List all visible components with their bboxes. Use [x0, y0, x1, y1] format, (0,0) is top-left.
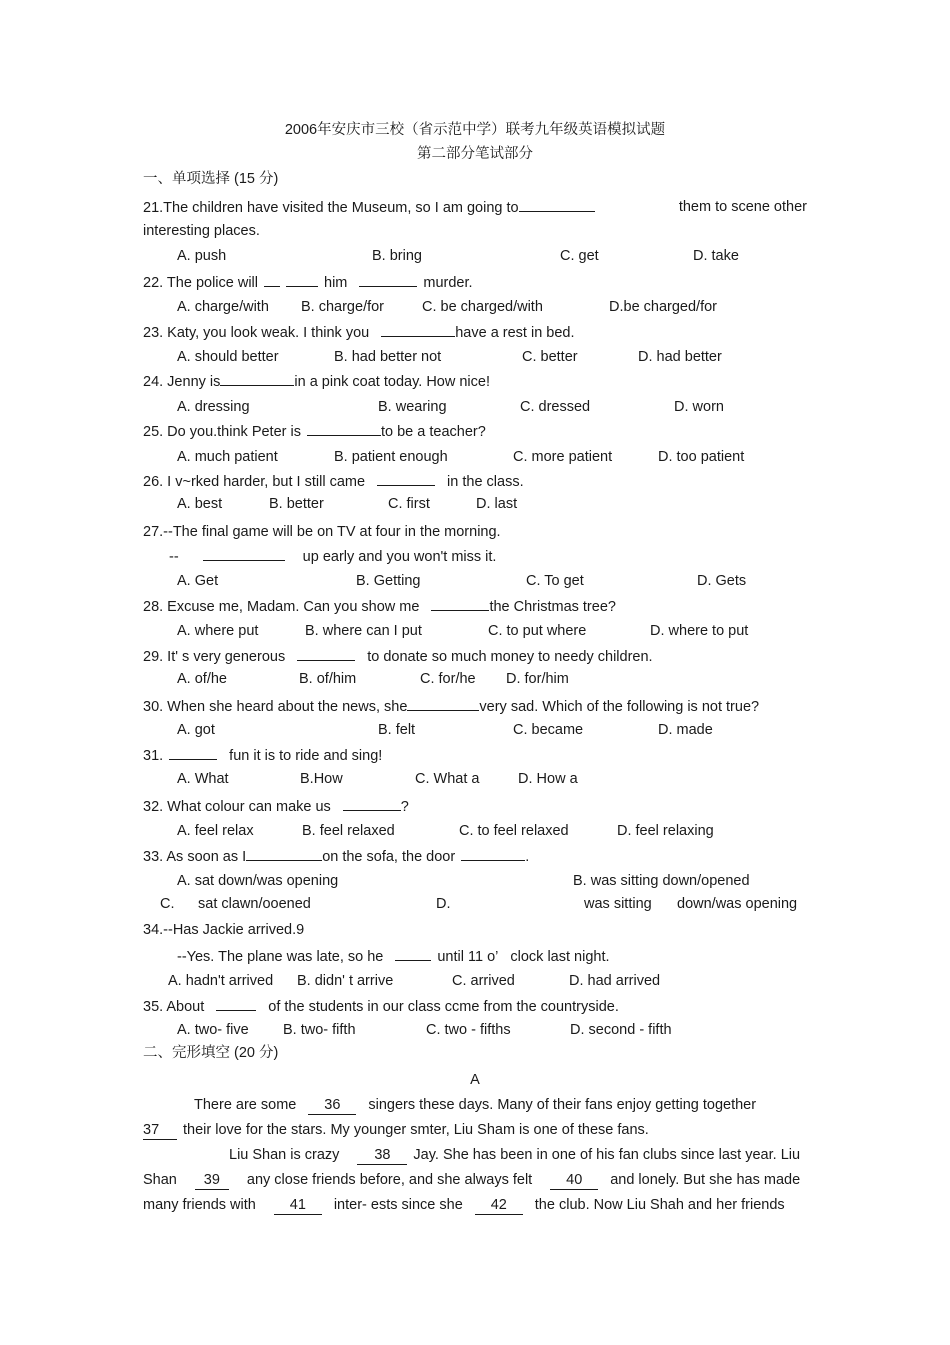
option: B. wearing	[378, 399, 447, 415]
option: A. much patient	[177, 449, 278, 465]
option: B. charge/for	[301, 299, 385, 315]
question-27: 27.--The final game will be on TV at four in the morning.	[143, 524, 501, 540]
option: D. too patient	[658, 449, 745, 465]
option: B. felt	[378, 722, 416, 738]
option: C. became	[513, 722, 584, 738]
option: B. better	[269, 496, 324, 512]
section-heading: 二、完形填空 (20 分)	[143, 1045, 279, 1061]
page-subtitle: 第二部分笔试部分	[417, 146, 533, 162]
option: A. Get	[177, 573, 219, 589]
page-title: 2006年安庆市三校（省示范中学）联考九年级英语模拟试题	[284, 122, 666, 138]
question-25: 25. Do you.think Peter is to be a teacher?	[143, 424, 486, 440]
question-30: 30. When she heard about the news, she very sad. Which of the following is not true?	[143, 699, 760, 715]
option: C. better	[522, 349, 578, 365]
question-21-line2: interesting places.	[143, 223, 260, 239]
option: C. get	[560, 248, 599, 264]
option: D. worn	[674, 399, 724, 415]
option: C. be charged/with	[422, 299, 543, 315]
cloze-number: 41	[274, 1196, 322, 1215]
option: B. Getting	[356, 573, 421, 589]
option-text: was sitting	[584, 896, 652, 912]
question-21-cont: them to scene other	[678, 199, 807, 215]
option: B. patient enough	[334, 449, 448, 465]
option: B. was sitting down/opened	[573, 873, 750, 889]
option: B. had better not	[334, 349, 442, 365]
cloze-number: 38	[357, 1146, 407, 1165]
question-24: 24. Jenny is in a pink coat today. How nice!	[143, 374, 490, 390]
option: C. more patient	[513, 449, 613, 465]
passage-line: Shan 39 any close friends before, and she always felt 40 and lonely. But she has made	[143, 1172, 801, 1188]
question-23: 23. Katy, you look weak. I think you have a rest in bed.	[143, 325, 575, 341]
passage-line: many friends with 41 inter- ests since she 42 the club. Now Liu Shah and her friends	[143, 1197, 785, 1213]
passage-label: A	[470, 1072, 480, 1088]
option: A. hadn't arrived	[168, 973, 274, 989]
option: A. of/he	[177, 671, 227, 687]
cloze-number: 36	[308, 1096, 356, 1115]
option: B. where can I put	[305, 623, 422, 639]
option: C. arrived	[452, 973, 515, 989]
cloze-number: 37	[143, 1121, 177, 1140]
option-label: C.	[160, 896, 175, 912]
option: A. What	[177, 771, 229, 787]
passage-line: Liu Shan is crazy 38 Jay. She has been in one of his fan clubs since last year. Liu	[229, 1147, 801, 1163]
question-34: 34.--Has Jackie arrived.9	[143, 922, 305, 938]
option: B. didn' t arrive	[297, 973, 394, 989]
option: D. last	[476, 496, 518, 512]
answer-blank	[519, 198, 595, 212]
cloze-number: 39	[195, 1171, 229, 1190]
option: D. second - fifth	[570, 1022, 672, 1038]
option: A. where put	[177, 623, 259, 639]
option: A. feel relax	[177, 823, 254, 839]
option: C. to feel relaxed	[459, 823, 569, 839]
option: D. had better	[638, 349, 722, 365]
option: C. What a	[415, 771, 480, 787]
option: D. How a	[518, 771, 578, 787]
option: D.be charged/for	[609, 299, 718, 315]
option: A. should better	[177, 349, 279, 365]
option: C. first	[388, 496, 430, 512]
option: A. best	[177, 496, 223, 512]
option: D. where to put	[650, 623, 749, 639]
option: C. To get	[526, 573, 584, 589]
option: B. two- fifth	[283, 1022, 356, 1038]
question-31: 31. fun it is to ride and sing!	[143, 748, 383, 764]
option: D. feel relaxing	[617, 823, 714, 839]
question-26: 26. I v~rked harder, but I still came in the class.	[143, 474, 524, 490]
option: B. feel relaxed	[302, 823, 395, 839]
option: C. to put where	[488, 623, 587, 639]
option-text: sat clawn/ooened	[198, 896, 311, 912]
option: D. take	[693, 248, 739, 264]
option-text: down/was opening	[677, 896, 798, 912]
option: C. for/he	[420, 671, 476, 687]
option: C. dressed	[520, 399, 591, 415]
option: D. for/him	[506, 671, 569, 687]
question-27-line2: -- up early and you won't miss it.	[169, 549, 497, 565]
option: D. Gets	[697, 573, 747, 589]
option: B.How	[300, 771, 343, 787]
option: A. dressing	[177, 399, 250, 415]
cloze-number: 42	[475, 1196, 523, 1215]
question-29: 29. It' s very generous to donate so much money to needy children.	[143, 649, 653, 665]
option: D. made	[658, 722, 713, 738]
passage-line: 37 their love for the stars. My younger smter, Liu Sham is one of these fans.	[143, 1122, 649, 1138]
question-22: 22. The police will him murder.	[143, 275, 473, 291]
question-34-line2: --Yes. The plane was late, so he until 11 o’ clock last night.	[177, 949, 610, 965]
question-32: 32. What colour can make us ?	[143, 799, 409, 815]
question-21: 21.The children have visited the Museum, so I am going to	[143, 198, 595, 217]
option: A. push	[177, 248, 227, 264]
section-heading: 一、单项选择 (15 分)	[143, 171, 279, 187]
question-28: 28. Excuse me, Madam. Can you show me the Christmas tree?	[143, 599, 616, 615]
question-33: 33. As soon as I on the sofa, the door .	[143, 849, 530, 865]
option: C. two - fifths	[426, 1022, 511, 1038]
option: B. of/him	[299, 671, 357, 687]
option: D. had arrived	[569, 973, 661, 989]
option: A. got	[177, 722, 215, 738]
option-label: D.	[436, 896, 451, 912]
option: A. two- five	[177, 1022, 249, 1038]
option: A. sat down/was opening	[177, 873, 339, 889]
question-35: 35. About of the students in our class ccme from the countryside.	[143, 999, 619, 1015]
passage-line: There are some 36 singers these days. Many of their fans enjoy getting together	[194, 1097, 757, 1113]
option: A. charge/with	[177, 299, 269, 315]
cloze-number: 40	[550, 1171, 598, 1190]
option: B. bring	[372, 248, 422, 264]
